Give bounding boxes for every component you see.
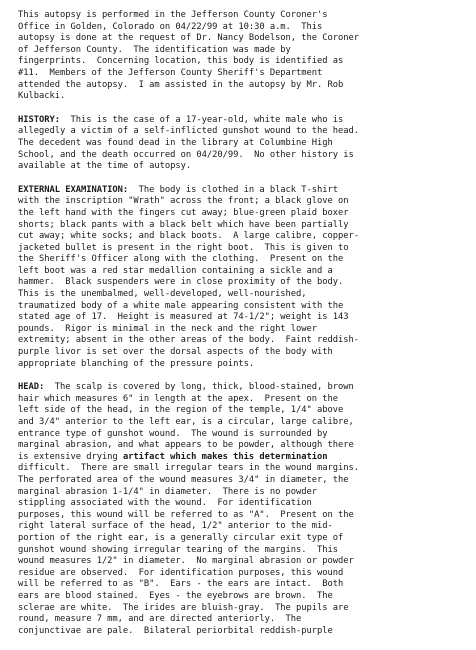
text-line: extremity; absent in the other areas of the body. Faint reddish-	[18, 335, 360, 346]
history-heading: HISTORY:	[18, 114, 60, 125]
text-line	[18, 452, 468, 464]
text-line: marginal abrasion, and what appears to be powder, although there	[18, 440, 354, 451]
text-line: left boot was a red star medallion containing a sickle and a	[18, 265, 333, 276]
text-line: conjunctivae are pale. Bilateral periorbital reddish-purple	[18, 625, 333, 636]
text-line: available at the time of autopsy.	[18, 161, 192, 172]
text-line: residue are observed. For identification purposes, this wound	[18, 567, 344, 578]
text-line: will be referred to as "B". Ears - the ears are intact. Both	[18, 579, 344, 590]
text-line: portion of the right ear, is a generally circular exit type of	[18, 532, 344, 543]
bold-phrase: artifact which makes this determination	[122, 451, 328, 462]
text-line: The perforated area of the wound measures 3/4" in diameter, the	[18, 474, 349, 485]
text-line	[18, 115, 468, 127]
external-examination-heading: EXTERNAL EXAMINATION:	[18, 184, 129, 195]
head-heading: HEAD:	[18, 382, 45, 393]
history-section	[18, 115, 468, 173]
text-line: Office in Golden, Colorado on 04/22/99 at 10:30 a.m. This	[18, 21, 323, 32]
text-line: hammer. Black suspenders were in close proximity of the body.	[18, 277, 344, 288]
text-line: marginal abrasion 1-1/4" in diameter. There is no powder	[18, 486, 318, 497]
text-line: gunshot wound showing irregular tearing of the margins. This	[18, 544, 339, 555]
text-line: fingerprints. Concerning location, this body is identified as	[18, 56, 344, 67]
autopsy-report-page	[18, 10, 468, 649]
text-line: sclerae are white. The irides are bluish-gray. The pupils are	[18, 602, 349, 613]
text-line	[18, 382, 468, 394]
text-line: the left hand with the fingers cut away; blue-green plaid boxer	[18, 207, 349, 218]
text-line: Kulbacki.	[18, 91, 66, 102]
text-line: purple livor is set over the dorsal aspects of the body with	[18, 347, 333, 358]
text-line: entrance type of gunshot wound. The wound is surrounded by	[18, 428, 328, 439]
text-line: shorts; black pants with a black belt which have been partially	[18, 219, 349, 230]
text-line: This is the unembalmed, well-developed, well-nourished,	[18, 289, 307, 300]
text-line: right lateral surface of the head, 1/2" anterior to the mid-	[18, 521, 333, 532]
external-examination-section	[18, 185, 468, 371]
text-line: purposes, this wound will be referred to as "A". Present on the	[18, 509, 354, 520]
text-line: The decedent was found dead in the library at Columbine High	[18, 137, 333, 148]
text-line: traumatized body of a white male appearing consistent with the	[18, 300, 344, 311]
text-line: This autopsy is performed in the Jefferson County Coroner's	[18, 10, 328, 20]
text-line: difficult. There are small irregular tears in the wound margins.	[18, 463, 360, 474]
text-line: ears are blood stained. Eyes - the eyebrows are brown. The	[18, 590, 333, 601]
text-line: hair which measures 6" in length at the apex. Present on the	[18, 393, 339, 404]
text-line: allegedly a victim of a self-inflicted gunshot wound to the head.	[18, 126, 360, 137]
text-line: pounds. Rigor is minimal in the neck and the right lower	[18, 323, 318, 334]
bold-line-prefix: is extensive drying	[18, 451, 123, 462]
text-line: with the inscription "Wrath" across the front; a black glove on	[18, 196, 349, 207]
head-first-line: The scalp is covered by long, thick, blood-stained, brown	[44, 382, 354, 393]
text-line: autopsy is done at the request of Dr. Nancy Bodelson, the Coroner	[18, 33, 360, 44]
text-line: wound measures 1/2" in diameter. No marginal abrasion or powder	[18, 556, 354, 567]
text-line: stippling associated with the wound. For identification	[18, 498, 312, 509]
head-section	[18, 382, 468, 637]
text-line: School, and the death occurred on 04/20/99. No other history is	[18, 149, 354, 160]
text-line: attended the autopsy. I am assisted in the autopsy by Mr. Rob	[18, 79, 344, 90]
text-line: of Jefferson County. The identification was made by	[18, 44, 291, 55]
intro-paragraph	[18, 10, 468, 103]
text-line: cut away; white socks; and black boots. A large calibre, copper-	[18, 231, 360, 242]
external-first-line: The body is clothed in a black T-shirt	[128, 184, 339, 195]
history-first-line: This is the case of a 17-year-old, white male who is	[59, 114, 344, 125]
text-line: jacketed bullet is present in the right boot. This is given to	[18, 242, 349, 253]
text-line: the Sheriff's Officer along with the clothing. Present on the	[18, 254, 344, 265]
text-line: appropriate blanching of the pressure points.	[18, 358, 255, 369]
text-line: round, measure 7 mm, and are directed anteriorly. The	[18, 614, 302, 625]
text-line: stated age of 17. Height is measured at 74-1/2"; weight is 143	[18, 312, 349, 323]
text-line: left side of the head, in the region of the temple, 1/4" above	[18, 405, 344, 416]
text-line	[18, 185, 468, 197]
text-line: and 3/4" anterior to the left ear, is a circular, large calibre,	[18, 417, 354, 427]
text-line: #11. Members of the Jefferson County Sheriff's Department	[18, 67, 323, 78]
